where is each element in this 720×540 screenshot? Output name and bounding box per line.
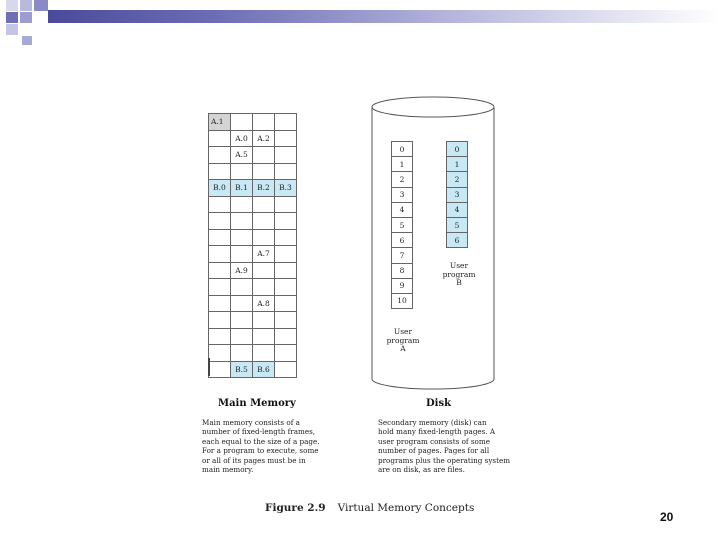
- memory-frame: [231, 312, 253, 329]
- memory-frame: [209, 131, 231, 148]
- memory-frame: [209, 329, 231, 346]
- disk-page: 0: [446, 142, 468, 157]
- memory-frame: A.0: [231, 131, 253, 148]
- memory-frame: A.1: [209, 114, 231, 131]
- memory-frame: [275, 312, 297, 329]
- memory-frame: A.7: [253, 246, 275, 263]
- disk-title: Disk: [426, 398, 452, 409]
- memory-frame: [209, 230, 231, 247]
- memory-frame: B.5: [231, 362, 253, 379]
- page-number: 20: [660, 510, 674, 524]
- memory-frame: [209, 246, 231, 263]
- disk-page: 3: [446, 188, 468, 203]
- memory-frame: [253, 263, 275, 280]
- disk-page: 8: [391, 264, 413, 279]
- main-memory-title: Main Memory: [218, 398, 296, 409]
- memory-frame: [275, 147, 297, 164]
- memory-frame: B.3: [275, 180, 297, 197]
- banner-square: [20, 12, 32, 23]
- disk-page: 1: [446, 157, 468, 172]
- memory-frame: B.1: [231, 180, 253, 197]
- memory-frame: [209, 164, 231, 181]
- memory-frame: [209, 263, 231, 280]
- memory-frame: [231, 230, 253, 247]
- memory-frame: [275, 246, 297, 263]
- memory-frame: [209, 197, 231, 214]
- memory-frame: [275, 197, 297, 214]
- banner-square: [6, 12, 18, 23]
- banner-square: [34, 12, 48, 23]
- memory-frame: [209, 362, 231, 379]
- banner-square: [20, 24, 32, 35]
- memory-frame: [253, 230, 275, 247]
- memory-frame: B.2: [253, 180, 275, 197]
- disk-page: 2: [446, 172, 468, 187]
- disk-page: 9: [391, 279, 413, 294]
- program-b-pages: [446, 141, 468, 248]
- memory-frame: [253, 147, 275, 164]
- memory-frame: [209, 345, 231, 362]
- memory-frame: [253, 114, 275, 131]
- memory-frame: [231, 345, 253, 362]
- memory-frame: [275, 114, 297, 131]
- memory-frame: [231, 213, 253, 230]
- banner-square: [6, 24, 18, 35]
- figure-number: Figure 2.9: [265, 502, 326, 514]
- memory-frame: [275, 296, 297, 313]
- memory-frame: A.5: [231, 147, 253, 164]
- disk-page: 6: [446, 233, 468, 248]
- banner-square: [34, 0, 48, 11]
- disk-page: 0: [391, 142, 413, 157]
- slide-banner: [0, 0, 720, 46]
- disk-page: 10: [391, 294, 413, 309]
- memory-frame: [231, 329, 253, 346]
- banner-square: [6, 0, 18, 11]
- memory-frame: [253, 345, 275, 362]
- memory-frame: [275, 362, 297, 379]
- memory-frame: [275, 213, 297, 230]
- memory-frame: [275, 230, 297, 247]
- memory-frame: [209, 312, 231, 329]
- figure-caption: [265, 502, 474, 514]
- memory-frame: B.0: [209, 180, 231, 197]
- disk-page: 7: [391, 248, 413, 263]
- main-memory-edge-mark: [208, 358, 210, 376]
- memory-frame: [253, 213, 275, 230]
- memory-frame: [253, 279, 275, 296]
- memory-frame: [209, 213, 231, 230]
- memory-frame: [275, 263, 297, 280]
- memory-frame: [275, 329, 297, 346]
- memory-frame: A.8: [253, 296, 275, 313]
- memory-frame: [231, 114, 253, 131]
- memory-frame: A.9: [231, 263, 253, 280]
- disk-page: 5: [446, 218, 468, 233]
- disk-page: 3: [391, 188, 413, 203]
- banner-gradient-bar: [48, 10, 720, 23]
- program-a-pages: [391, 141, 413, 309]
- memory-frame: [231, 279, 253, 296]
- memory-frame: [275, 164, 297, 181]
- program-a-label: User program A: [386, 327, 420, 354]
- disk-page: 6: [391, 233, 413, 248]
- memory-frame: [253, 329, 275, 346]
- memory-frame: [231, 296, 253, 313]
- disk-page: 4: [446, 203, 468, 218]
- program-b-label: User program B: [442, 261, 476, 288]
- memory-frame: [209, 296, 231, 313]
- main-memory-frames: [208, 113, 297, 378]
- disk-page: 1: [391, 157, 413, 172]
- disk-description: Secondary memory (disk) can hold many fixed-length pages. A user program consists of some number of pages. Pages for all programs plus the operating system are on disk, as are files.: [378, 418, 511, 475]
- memory-frame: [253, 312, 275, 329]
- disk-page: 5: [391, 218, 413, 233]
- banner-square: [22, 36, 32, 45]
- disk-page: 2: [391, 172, 413, 187]
- memory-frame: [231, 197, 253, 214]
- memory-frame: [275, 345, 297, 362]
- memory-frame: [209, 279, 231, 296]
- memory-frame: [253, 197, 275, 214]
- disk-page: 4: [391, 203, 413, 218]
- memory-frame: [275, 279, 297, 296]
- memory-frame: [253, 164, 275, 181]
- main-memory-description: Main memory consists of a number of fixed-length frames, each equal to the size of a page. For a program to execute, some or all of its pages must be in main memory.: [202, 418, 320, 475]
- memory-frame: [231, 246, 253, 263]
- figure-title: Virtual Memory Concepts: [337, 502, 475, 514]
- memory-frame: [275, 131, 297, 148]
- banner-square: [20, 0, 32, 11]
- memory-frame: [231, 164, 253, 181]
- memory-frame: [209, 147, 231, 164]
- memory-frame: B.6: [253, 362, 275, 379]
- memory-frame: A.2: [253, 131, 275, 148]
